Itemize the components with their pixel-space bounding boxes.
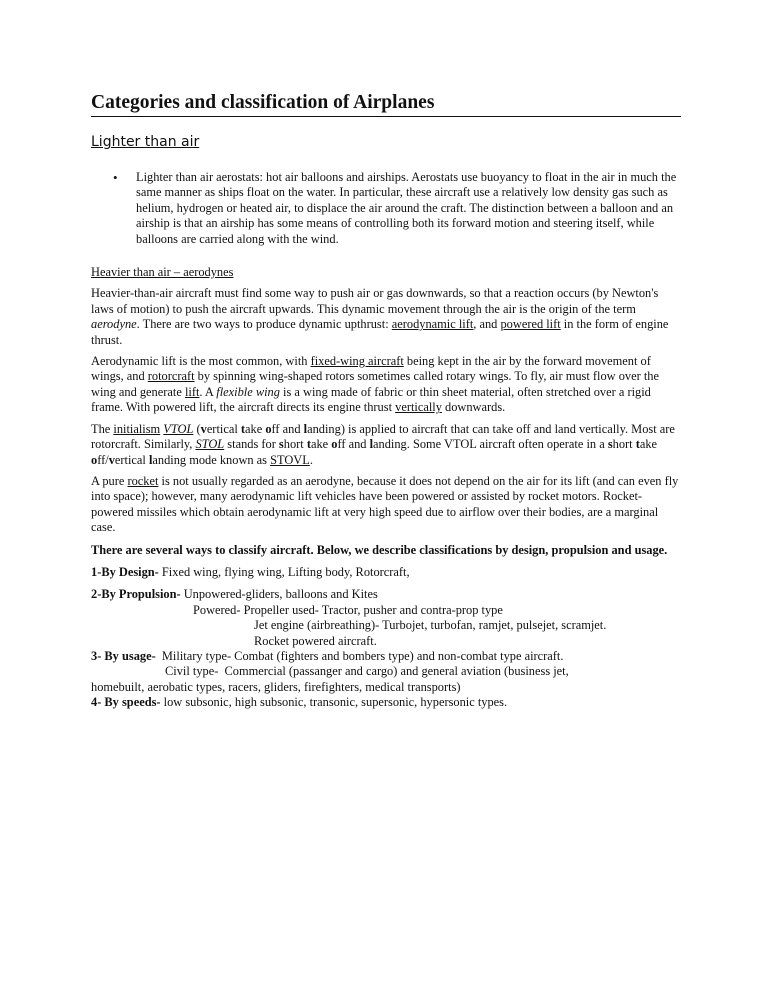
link-rotorcraft[interactable]: rotorcraft [147,369,195,384]
text: ertical [114,452,149,467]
text: low subsonic, high subsonic, transonic, supersonic, hypersonic types. [160,695,508,710]
bold-letter: t [240,421,246,436]
paragraph-rocket [91,474,681,536]
text: hort [283,437,307,452]
paragraph-classification-intro: There are several ways to classify aircraft. Below, we describe classifications by design, propulsion and usage. [91,542,668,557]
classification-by-speeds [91,695,681,710]
link-aerodynamic-lift[interactable]: aerodynamic lift [391,317,474,332]
text: Aerodynamic lift is the most common, with [91,354,311,369]
text: ff and [271,421,304,436]
text: . [309,452,313,467]
bold-letter: s [278,437,284,452]
text: . A [199,384,217,399]
link-fixed-wing-aircraft[interactable]: fixed-wing aircraft [310,354,404,369]
text: is a wing made of fabric or thin sheet material, often stretched over a rigid frame. With powered lift, the aircraft directs its engine thrust [91,384,651,415]
text: A pure [91,473,128,488]
bold-letter: l [303,421,308,436]
link-stovl[interactable]: STOVL [270,452,310,467]
text: downwards. [441,400,506,415]
bold-letter: s [607,437,613,452]
term-flexible-wing: flexible wing [216,384,280,399]
text: ff/ [97,452,109,467]
usage-civil-line: Civil type- Commercial (passanger and cargo) and general aviation (business jet, [165,664,569,679]
text: , and [473,317,501,332]
bold-letter: v [200,421,207,436]
paragraph-vtol [91,422,681,468]
text: is not usually regarded as an aerodyne, because it does not depend on the air for its lift (and can even fly into space); however, many aerodynamic lift vehicles have been powered or assisted by rocket motors. Rocket-powered missiles which obtain aerodynamic lift at very high speed due to airflow over their bodies, are a marginal case. [91,473,679,535]
label-by-speeds: 4- By speeds- [91,695,161,710]
classification-by-usage [91,649,681,664]
text: Unpowered-gliders, balloons and Kites [180,587,378,602]
section-heading-heavier-than-air: Heavier than air – aerodynes [91,265,234,280]
link-initialism[interactable]: initialism [113,421,161,436]
text: being kept in the air by the forward movement of wings, and [91,354,651,384]
text: The [91,421,114,436]
text: ( [193,421,201,436]
bullet-list [113,170,681,247]
text: stands for [224,437,279,452]
link-rocket[interactable]: rocket [127,473,159,488]
label-by-propulsion: 2-By Propulsion- [91,587,181,602]
propulsion-jet-line: Jet engine (airbreathing)- Turbojet, turbofan, ramjet, pulsejet, scramjet. [254,618,607,633]
bold-letter: l [148,452,153,467]
text: Military type- Combat (fighters and bombers type) and non-combat type aircraft. [155,648,564,663]
paragraph-aerodynamic-lift [91,354,681,416]
text: anding) is applied to aircraft that can take off and land vertically. Most are rotorcraft. Similarly, [91,421,675,452]
section-heading-lighter-than-air: Lighter than air [91,134,200,150]
text: ff and [337,437,370,452]
bold-letter: l [369,437,374,452]
document-title: Categories and classification of Airplanes [91,91,681,117]
label-by-usage: 3- By usage- [91,648,156,663]
text: anding mode known as [152,452,271,467]
bold-letter: v [108,452,115,467]
link-vertically[interactable]: vertically [395,400,442,415]
bold-letter: o [91,452,98,467]
bold-letter: o [265,421,272,436]
text: Fixed wing, flying wing, Lifting body, Rotorcraft, [158,564,410,579]
text: ake [245,421,266,436]
propulsion-rocket-line: Rocket powered aircraft. [254,633,377,648]
bold-letter: o [331,437,338,452]
text: Heavier-than-air aircraft must find some way to push air or gas downwards, so that a reaction occurs (by Newton's laws of motion) to push the aircraft upwards. This dynamic movement through the air is the origin of the term [91,286,659,316]
document-content [91,91,681,711]
usage-civil-continued-line: homebuilt, aerobatic types, racers, gliders, firefighters, medical transports) [91,679,461,694]
bold-letter: t [635,437,640,452]
classification-by-design [91,565,681,580]
label-by-design: 1-By Design- [91,564,159,579]
classification-by-propulsion [91,587,681,602]
text: . There are two ways to produce dynamic upthrust: [136,317,392,332]
link-vtol[interactable]: VTOL [163,421,194,436]
term-aerodyne: aerodyne [91,317,137,332]
propulsion-powered-line: Powered- Propeller used- Tractor, pusher and contra-prop type [193,602,503,617]
text: ake [310,437,332,452]
bullet-item-aerostats: • Lighter than air aerostats: hot air balloons and airships. Aerostats use buoyancy to float in the air in much the same manner as ships float on the water. In particular, these aircraft use a relatively low density gas such as helium, hydrogen or heated air, to displace the air around the craft. The distinction between a balloon and an airship is that an airship has some means of controlling both its forward motion and steering itself, while balloons are carried along with the wind. [113,170,681,247]
link-powered-lift[interactable]: powered lift [500,317,561,332]
link-lift[interactable]: lift [184,384,200,399]
text: ertical [206,421,241,436]
link-stol[interactable]: STOL [195,437,225,452]
text: ake [639,437,658,452]
text: hort [612,437,636,452]
text: by spinning wing-shaped rotors sometimes called rotary wings. To fly, air must flow over the wing and generate [91,369,659,399]
bold-letter: t [306,437,311,452]
text: anding. Some VTOL aircraft often operate in a [373,437,608,452]
text: in the form of engine thrust. [91,317,669,347]
paragraph-aerodyne [91,286,681,348]
